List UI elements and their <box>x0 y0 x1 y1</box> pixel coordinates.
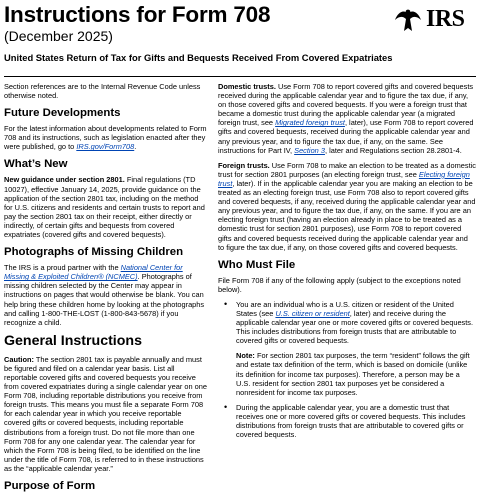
electing-foreign-trust-link[interactable]: Electing foreign trust <box>218 169 470 188</box>
list-item: • During the applicable calendar year, you are a domestic trust that receives one or more covered gifts or covered bequests. This includes distributions from foreign trusts that are attributable to covered gifts or covered bequests. <box>218 403 476 439</box>
irs-logo-text: IRS <box>426 6 465 32</box>
migrated-foreign-trust-link[interactable]: Migrated foreign trust <box>275 118 345 128</box>
purpose-of-form-heading: Purpose of Form <box>4 480 96 492</box>
left-column <box>4 82 209 497</box>
intro-text: Section references are to the Internal Revenue Code unless otherwise noted. <box>4 82 201 101</box>
irs-logo <box>392 4 476 34</box>
form708-link[interactable]: IRS.gov/Form708 <box>76 142 135 152</box>
right-column <box>218 82 476 445</box>
revision-date: (December 2025) <box>4 28 113 44</box>
note-text: Note: For section 2801 tax purposes, the term “resident” follows the gift and estate tax definition of the term, which is based on domicile (unlike its definition for income tax purposes). Therefore, a person may be a U.S. resident for section 2801 tax purposes yet be considered a nonresident for income tax purposes. <box>236 351 470 397</box>
eagle-icon <box>392 4 424 34</box>
future-developments-text: For the latest information about developments related to Form 708 and its instructions, such as legislation enacted after they were published, go to IRS.gov/Form708. <box>4 124 207 152</box>
who-must-file-text: File Form 708 if any of the following apply (subject to the exceptions noted below). <box>218 275 461 294</box>
who-must-file-heading: Who Must File <box>218 258 296 271</box>
ncmec-link[interactable]: National Center for Missing & Exploited Children® (NCMEC) <box>4 263 183 282</box>
whats-new-heading: What’s New <box>4 158 68 171</box>
us-citizen-resident-link[interactable]: U.S. citizen or resident <box>275 308 350 318</box>
page-title: Instructions for Form 708 <box>4 2 271 27</box>
whats-new-text: New guidance under section 2801. Final regulations (TD 10027), effective January 14, 2025, provide guidance on the application of the section 2801 tax, including on the method for U.S. citizens and residents and certain trusts to report and pay the section 2801 tax on their receipt, either directly or indirectly, of certain gifts and bequests from covered expatriates (covered gifts and covered bequests). <box>4 175 205 240</box>
caution-text: Caution: The section 2801 tax is payable annually and must be figured and filed on a calendar year basis. List all reportable covered gifts and covered bequests you receive from covered expatriates during a single calendar year on one Form 708, including reportable distributions you receive from foreign trusts. This means you must file a separate Form 708 for each calendar year in which you receive reportable covered gifts or covered bequests, including reportable distributions from a foreign trust. Do not file more than one Form 708 for any one calendar year. The calendar year for which the Form 708 is being filed, to be identified on the line under the title of Form 708, is referred to in these instructions as the “applicable calendar year.” <box>4 354 207 473</box>
foreign-trusts-text: Foreign trusts. Use Form 708 to make an election to be treated as a domestic trust for section 2801 purposes (an electing foreign trust, see Electing foreign trust, later). If in the applicable calendar year you are making an election to be treated as an electing foreign trust, use Form 708 also to report covered gifts and covered bequests, if any, received during the applicable calendar year and any previous year, and to figure the tax due, if any, on the same. If you are an electing foreign trust (having an election already in place to be treated as a domestic trust for section 2801 purposes), use Form 708 to report covered gifts and covered bequests received during the applicable calendar year and to figure the tax due, if any, on those covered gifts and covered bequests. <box>218 160 476 252</box>
divider <box>4 76 476 77</box>
missing-children-text: The IRS is a proud partner with the National Center for Missing & Exploited Children® (NCMEC). Photographs of missing children selected by the Center may appear in instructions on pages that would otherwise be blank. You can help bring these children home by looking at the photographs and calling 1-800-THE-LOST (1-800-843-5678) if you recognize a child. <box>4 263 205 327</box>
domestic-trusts-text: Domestic trusts. Use Form 708 to report covered gifts and covered bequests received during the applicable calendar year and to figure the tax due, if any, on those covered gifts and covered bequests. If you were a foreign trust that became a domestic trust during the applicable calendar year (a migrated foreign trust, see Migrated foreign trust, later), use Form 708 to report covered gifts and covered bequests, received during the applicable calendar year and any previous year, and to figure the tax due, if any, on the same. See instructions for Part IV, Section 3, later and Regulations section 28.2801-4. <box>218 82 474 155</box>
form-subtitle: United States Return of Tax for Gifts and Bequests Received From Covered Expatriates <box>4 52 393 63</box>
section-3-link[interactable]: Section 3 <box>294 145 325 155</box>
missing-children-heading: Photographs of Missing Children <box>4 246 184 259</box>
future-developments-heading: Future Developments <box>4 107 121 120</box>
general-instructions-heading: General Instructions <box>4 332 142 349</box>
list-item: • You are an individual who is a U.S. citizen or resident of the United States (see U.S. citizen or resident, later) and receive during the applicable calendar year one or more covered gifts or covered bequests. This includes distributions from foreign trusts that are attributable to covered gifts or covered bequests. <box>218 300 476 345</box>
